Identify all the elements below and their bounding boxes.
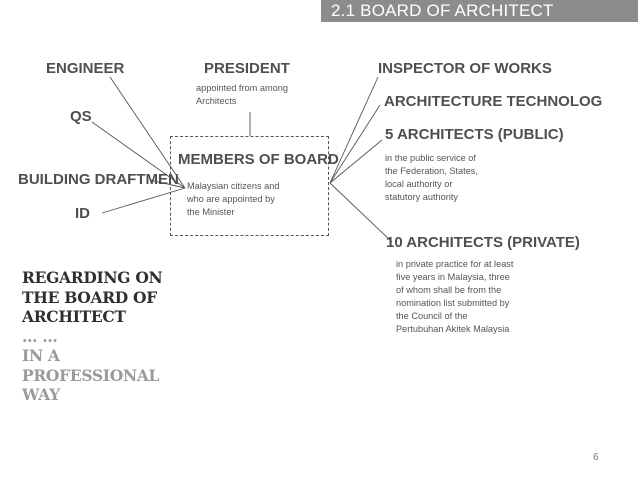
president-note-line: Architects (196, 96, 237, 106)
label-5-architects-public: 5 ARCHITECTS (PUBLIC) (385, 126, 564, 143)
private-note (396, 258, 528, 336)
president-note (196, 82, 316, 108)
board-note-line: Malaysian citizens and (187, 181, 280, 191)
public-note-line: in the public service of (385, 153, 476, 163)
connector-technology (330, 105, 380, 183)
label-president: PRESIDENT (204, 60, 290, 77)
label-architecture-technolog: ARCHITECTURE TECHNOLOG (384, 93, 603, 110)
side-note (22, 268, 182, 405)
label-inspector-of-works: INSPECTOR OF WORKS (378, 60, 552, 77)
side-note-line: IN A (22, 346, 60, 365)
label-id: ID (75, 205, 90, 222)
side-note-line: ARCHITECT (22, 307, 126, 326)
public-note-line: local authority or (385, 179, 453, 189)
public-note-line: statutory authority (385, 192, 459, 202)
side-note-line: REGARDING ON (22, 268, 163, 287)
slide-title: 2.1 BOARD OF ARCHITECT (331, 1, 554, 20)
president-note-line: appointed from among (196, 83, 288, 93)
label-engineer: ENGINEER (46, 60, 125, 77)
label-building-draftmen: BUILDING DRAFTMEN (18, 171, 179, 188)
private-note-line: five years in Malaysia, three (396, 272, 510, 282)
page-number: 6 (593, 452, 599, 463)
private-note-line: the Council of the (396, 311, 468, 321)
label-10-architects-private: 10 ARCHITECTS (PRIVATE) (386, 234, 580, 251)
public-note-line: the Federation, States, (385, 166, 478, 176)
connector-private (330, 183, 392, 242)
private-note-line: of whom shall be from the (396, 285, 502, 295)
side-note-line: THE BOARD OF (22, 287, 157, 307)
public-note (385, 152, 493, 204)
private-note-line: in private practice for at least (396, 259, 514, 269)
label-members-of-board: MEMBERS OF BOARD (178, 151, 339, 168)
side-note-line: PROFESSIONAL (22, 365, 160, 385)
private-note-line: nomination list submitted by (396, 298, 510, 308)
board-note-line: who are appointed by (187, 194, 275, 204)
label-qs: QS (70, 108, 92, 125)
board-note-line: the Minister (187, 207, 235, 217)
board-note (187, 180, 297, 219)
private-note-line: Pertubuhan Akitek Malaysia (396, 324, 510, 334)
side-note-line: WAY (22, 385, 60, 404)
side-note-line: … … (22, 326, 58, 346)
